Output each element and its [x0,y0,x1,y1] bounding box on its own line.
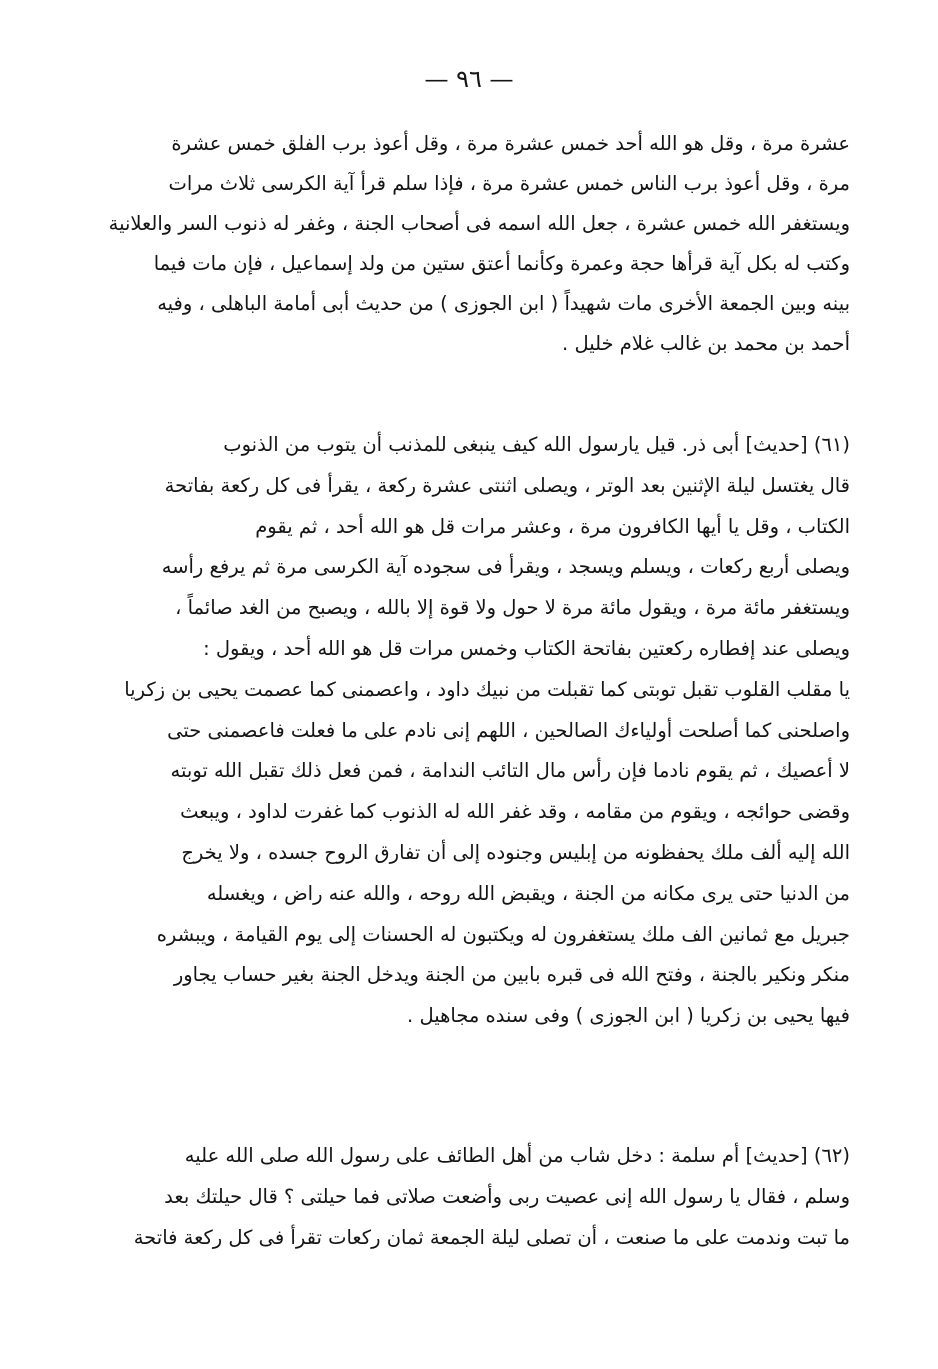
text-line: قال يغتسل ليلة الإثنين بعد الوتر ، ويصلى اثنتى عشرة ركعة ، يقرأ فى كل ركعة بفاتحة [164,473,850,497]
text-line: الكتاب ، وقل يا أيها الكافرون مرة ، وعشر مرات قل هو الله أحد ، ثم يقوم [255,514,850,538]
text-line: وقضى حوائجه ، ويقوم من مقامه ، وقد غفر الله له الذنوب كما غفرت لداود ، ويبعث [180,800,850,824]
text-line: أحمد بن محمد بن غالب غلام خليل . [562,332,850,355]
text-line: واصلحنى كما أصلحت أولياءك الصالحين ، اللهم إنى نادم على ما فعلت فاعصمنى حتى [167,718,850,742]
text-line: ويصلى أربع ركعات ، ويسلم ويسجد ، ويقرأ فى سجوده آية الكرسى مرة ثم يرفع رأسه [161,555,850,579]
paragraph-hadith-61 [90,425,850,1037]
text-line: ما تبت وندمت على ما صنعت ، أن تصلى ليلة الجمعة ثمان ركعات تقرأ فى كل ركعة فاتحة [133,1226,850,1249]
text-line: ويصلى عند إفطاره ركعتين بفاتحة الكتاب وخمس مرات قل هو الله أحد ، ويقول : [203,636,850,660]
page-number: — ٩٦ — [424,65,514,93]
text-line: من الدنيا حتى يرى مكانه من الجنة ، ويقبض الله روحه ، والله عنه راض ، ويغسله [206,881,850,905]
text-line: (٦١) [حديث] أبى ذر. قيل يارسول الله كيف ينبغى للمذنب أن يتوب من الذنوب [223,433,850,456]
text-line: لا أعصيك ، ثم يقوم نادما فإن رأس مال التائب الندامة ، فمن فعل ذلك تقبل الله توبته [170,759,850,783]
text-line: ويستغفر الله خمس عشرة ، جعل الله اسمه فى أصحاب الجنة ، وغفر له ذنوب السر والعلانية [108,212,850,235]
text-line: يا مقلب القلوب تقبل توبتى كما تقبلت من نبيك داود ، واعصمنى كما عصمت يحيى بن زكريا [124,677,850,701]
text-line: الله إليه ألف ملك يحفظونه من إبليس وجنوده إلى أن تفارق الروح جسده ، ولا يخرج [181,840,850,864]
text-line: وسلم ، فقال يا رسول الله إنى عصيت ربى وأضعت صلاتى فما حيلتى ؟ قال حيلتك بعد [164,1185,850,1208]
text-line: بينه وبين الجمعة الأخرى مات شهيداً ( ابن الجوزى ) من حديث أبى أمامة الباهلى ، وفيه [157,292,850,315]
paragraph-hadith-62 [90,1135,850,1258]
paragraph-hadith-60-end [90,124,850,364]
text-line: وكتب له بكل آية قرأها حجة وعمرة وكأنما أعتق ستين من ولد إسماعيل ، فإن مات فيما [153,252,850,275]
text-line: فيها يحيى بن زكريا ( ابن الجوزى ) وفى سنده مجاهيل . [407,1004,850,1028]
text-line: جبريل مع ثمانين الف ملك يستغفرون له ويكتبون له الحسنات إلى يوم القيامة ، ويبشره [156,922,850,946]
text-line: ويستغفر مائة مرة ، ويقول مائة مرة لا حول ولا قوة إلا بالله ، ويصبح من الغد صائماً ، [175,596,850,620]
text-line: عشرة مرة ، وقل هو الله أحد خمس عشرة مرة ، وقل أعوذ برب الفلق خمس عشرة [171,132,850,155]
text-line: (٦٢) [حديث] أم سلمة : دخل شاب من أهل الطائف على رسول الله صلى الله عليه [184,1144,850,1167]
text-line: مرة ، وقل أعوذ برب الناس خمس عشرة مرة ، فإذا سلم قرأ آية الكرسى ثلاث مرات [168,172,850,195]
text-line: منكر ونكير بالجنة ، وفتح الله فى قبره بابين من الجنة ويدخل الجنة بغير حساب يجاور [173,963,850,987]
